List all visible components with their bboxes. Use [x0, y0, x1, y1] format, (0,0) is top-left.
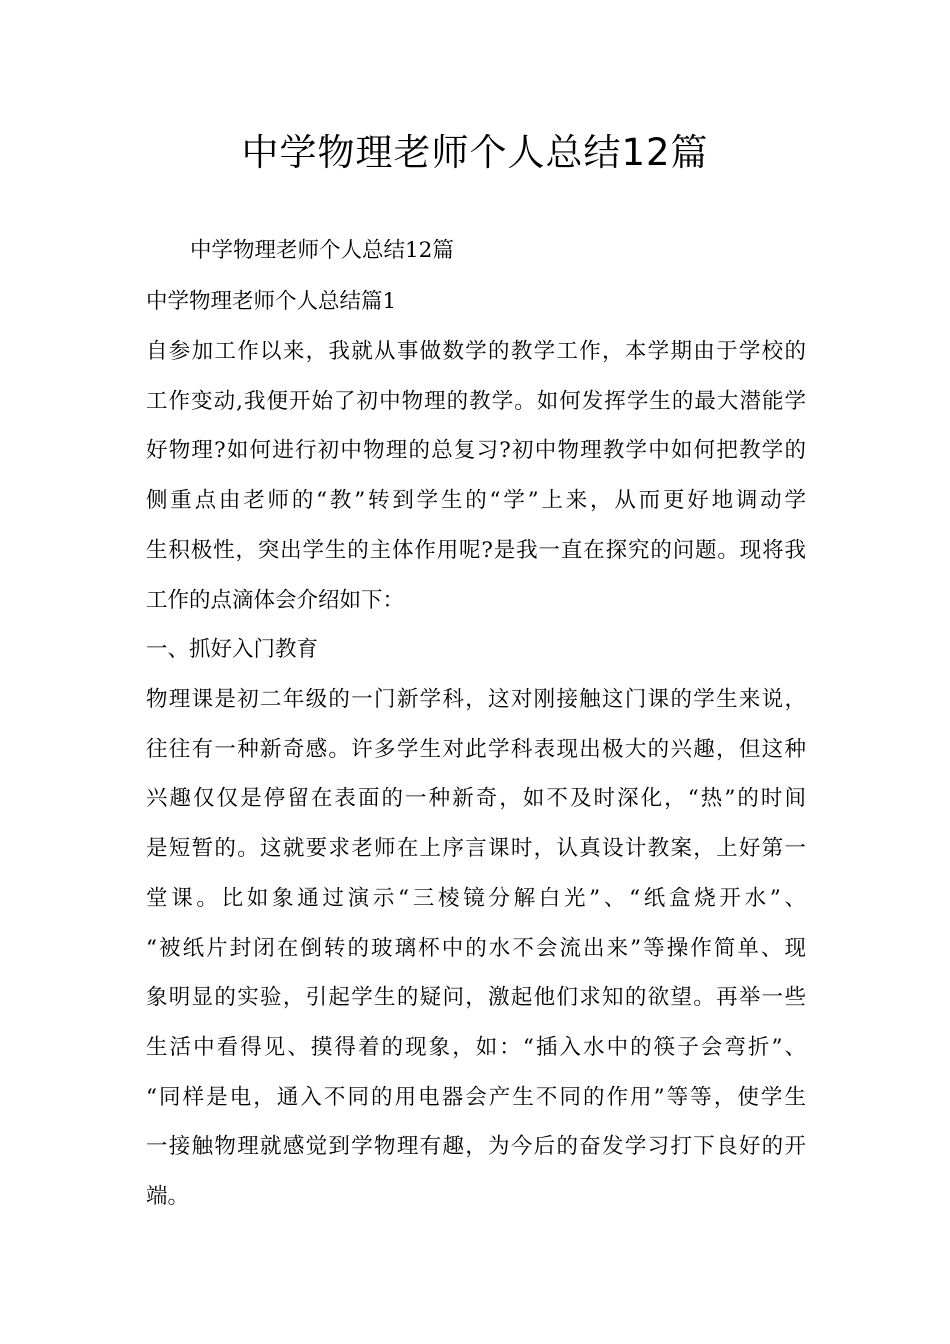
subheading-intro-education: 一、抓好入门教育	[146, 637, 319, 662]
paragraph-line: 生积极性，突出学生的主体作用呢?是我一直在探究的问题。现将我	[146, 538, 806, 563]
paragraph-line: 工作变动,我便开始了初中物理的教学。如何发挥学生的最大潜能学	[146, 389, 806, 414]
paragraph-line: 端。	[146, 1184, 190, 1209]
subtitle: 中学物理老师个人总结12篇	[190, 238, 454, 263]
paragraph-line: 自参加工作以来，我就从事做数学的教学工作，本学期由于学校的	[146, 339, 806, 364]
paragraph-line: 堂课。比如象通过演示“三棱镜分解白光”、“纸盒烧开水”、	[146, 886, 806, 911]
paragraph-line: “被纸片封闭在倒转的玻璃杯中的水不会流出来”等操作简单、现	[146, 936, 806, 961]
section-heading: 中学物理老师个人总结篇1	[146, 289, 397, 314]
paragraph-line: 工作的点滴体会介绍如下：	[146, 588, 405, 613]
paragraph-line: 是短暂的。这就要求老师在上序言课时，认真设计教案，上好第一	[146, 836, 806, 861]
paragraph-line: 兴趣仅仅是停留在表面的一种新奇，如不及时深化，“热”的时间	[146, 786, 806, 811]
paragraph-line: 物理课是初二年级的一门新学科，这对刚接触这门课的学生来说，	[146, 687, 806, 712]
paragraph-line: 侧重点由老师的“教”转到学生的“学”上来，从而更好地调动学	[146, 488, 806, 513]
paragraph-line: 生活中看得见、摸得着的现象，如：“插入水中的筷子会弯折”、	[146, 1035, 806, 1060]
paragraph-line: 往往有一种新奇感。许多学生对此学科表现出极大的兴趣，但这种	[146, 737, 806, 762]
paragraph-line: 一接触物理就感觉到学物理有趣，为今后的奋发学习打下良好的开	[146, 1134, 806, 1159]
paragraph-line: 象明显的实验，引起学生的疑问，激起他们求知的欲望。再举一些	[146, 985, 806, 1010]
document-title: 中学物理老师个人总结12篇	[241, 131, 709, 174]
paragraph-line: “同样是电，通入不同的用电器会产生不同的作用”等等，使学生	[146, 1085, 806, 1110]
paragraph-line: 好物理?如何进行初中物理的总复习?初中物理教学中如何把教学的	[146, 438, 806, 463]
